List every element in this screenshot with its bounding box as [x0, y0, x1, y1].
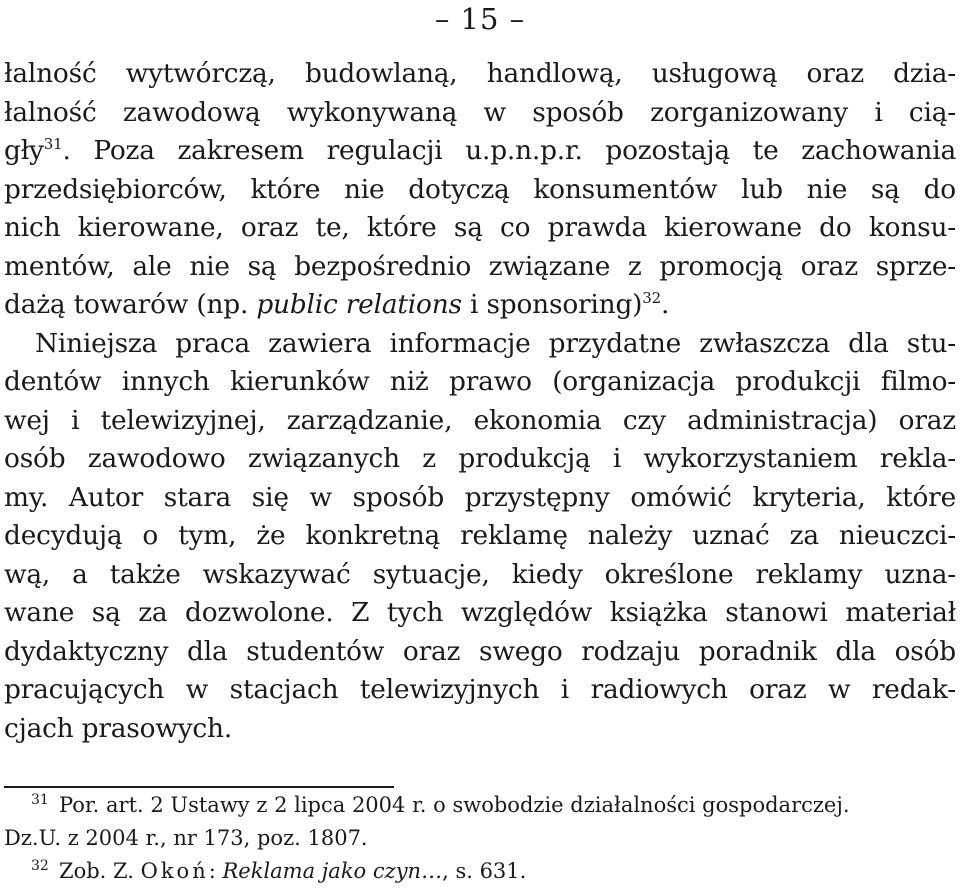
text-line: przedsiębiorców, które nie dotyczą konsumentów lub nie są do: [4, 173, 956, 205]
text-line: wej i telewizyjnej, zarządzanie, ekonomia czy administracja) oraz: [4, 404, 956, 436]
footnote-text: , s. 631.: [442, 859, 527, 883]
footnote-ref-32: 32: [642, 289, 661, 308]
text-line: [4, 132, 956, 171]
text-line: decydują o tym, że konkretną reklamę należy uznać za nieuczci-: [4, 520, 956, 551]
footnote-title: Reklama jako czyn…: [222, 859, 443, 883]
text-line: wane są za dozwolone. Z tych względów książka stanowi materiał: [4, 597, 956, 628]
text-fragment: dażą towarów (np.: [4, 289, 257, 320]
text-line: łalność zawodową wykonywaną w sposób zorganizowany i cią-: [4, 96, 956, 128]
text-line: mentów, ale nie są bezpośrednio związane z promocją oraz sprze-: [4, 250, 956, 282]
text-fragment: . Poza zakresem regulacji u.p.n.p.r. pozostają te zachowania: [62, 135, 956, 166]
text-line: [4, 286, 956, 325]
footnote-divider: [4, 786, 394, 788]
footnote-text: Zob. Z.: [59, 859, 141, 883]
page-number: – 15 –: [434, 2, 526, 36]
footnote-author: Okoń: [140, 859, 209, 883]
text-line: cjach prasowych.: [4, 712, 233, 744]
text-line: dydaktyczny dla studentów oraz swego rodzaju poradnik dla osób: [4, 635, 956, 667]
text-line: pracujących w stacjach telewizyjnych i radiowych oraz w redak-: [4, 674, 956, 705]
text-line: łalność wytwórczą, budowlaną, handlową, usługową oraz dzia-: [4, 58, 956, 89]
footnote-32: 32 Zob. Z. Okoń: Reklama jako czyn…, s. 631.: [31, 858, 527, 883]
body-text: [4, 55, 956, 748]
italic-term: public relations: [256, 289, 462, 320]
footnote-31: 31 Por. art. 2 Ustawy z 2 lipca 2004 r. o swobodzie działalności gospodarczej.: [31, 792, 850, 817]
footnote-31-continuation: Dz.U. z 2004 r., nr 173, poz. 1807.: [4, 826, 368, 850]
footnote-ref-31: 31: [43, 135, 63, 154]
text-fragment: .: [660, 289, 670, 320]
footnote-text: Por. art. 2 Ustawy z 2 lipca 2004 r. o swobodzie działalności gospodarczej.: [59, 793, 850, 817]
footnote-text: :: [208, 859, 223, 883]
text-fragment: gły: [4, 135, 44, 166]
text-fragment: i sponsoring): [461, 289, 643, 320]
text-line: wą, a także wskazywać sytuacje, kiedy określone reklamy uzna-: [4, 558, 956, 590]
text-line: Niniejsza praca zawiera informacje przydatne zwłaszcza dla stu-: [35, 327, 956, 359]
footnotes: [4, 789, 956, 888]
text-line: my. Autor stara się w sposób przystępny omówić kryteria, które: [4, 481, 956, 513]
text-line: nich kierowane, oraz te, które są co prawda kierowane do konsu-: [4, 212, 956, 243]
text-line: osób zawodowo związanych z produkcją i wykorzystaniem rekla-: [4, 443, 956, 474]
text-line: dentów innych kierunków niż prawo (organizacja produkcji filmo-: [4, 366, 956, 397]
